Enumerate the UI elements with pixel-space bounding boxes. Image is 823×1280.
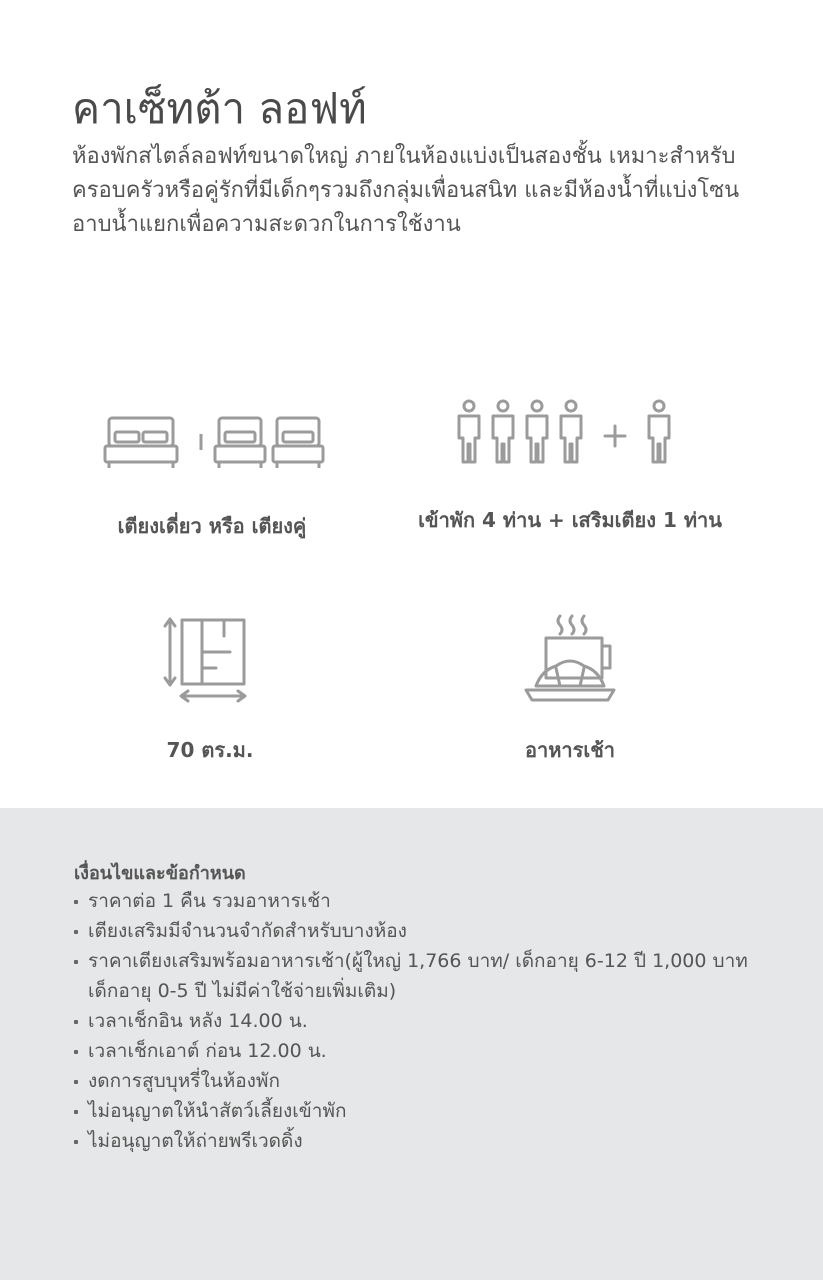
- guests-icon: [455, 398, 685, 468]
- conditions-list: [74, 886, 774, 1156]
- condition-item: เตียงเสริมมีจำนวนจำกัดสำหรับบางห้อง: [74, 916, 774, 946]
- feature-bed: [92, 412, 332, 542]
- feature-breakfast: [470, 612, 670, 766]
- condition-item: ราคาเตียงเสริมพร้อมอาหารเช้า(ผู้ใหญ่ 1,766 บาท/ เด็กอายุ 6-12 ปี 1,000 บาท เด็กอายุ 0-5 ปี ไม่มีค่าใช้จ่ายเพิ่มเติม): [74, 946, 774, 1006]
- breakfast-icon: [520, 612, 620, 712]
- conditions-section: [0, 808, 823, 1280]
- condition-item: ไม่อนุญาตให้ถ่ายพรีเวดดิ้ง: [74, 1126, 774, 1156]
- feature-guests: [400, 398, 740, 536]
- feature-breakfast-label: อาหารเช้า: [524, 738, 616, 762]
- feature-guests-label: เข้าพัก 4 ท่าน + เสริมเตียง 1 ท่าน: [418, 508, 722, 532]
- room-title: คาเซ็ทต้า ลอฟท์: [72, 84, 367, 133]
- feature-bed-label: เตียงเดี่ยว หรือ เตียงคู่: [117, 514, 307, 538]
- room-description: ห้องพักสไตล์ลอฟท์ขนาดใหญ่ ภายในห้องแบ่งเป็นสองชั้น เหมาะสำหรับครอบครัวหรือคู่รักที่มีเด็กๆรวมถึงกลุ่มเพื่อนสนิท และมีห้องน้ำที่แบ่งโซนอาบน้ำแยกเพื่อความสะดวกในการใช้งาน: [72, 144, 740, 237]
- condition-item: งดการสูบบุหรี่ในห้องพัก: [74, 1066, 774, 1096]
- condition-item: ราคาต่อ 1 คืน รวมอาหารเช้า: [74, 886, 774, 916]
- feature-room-size: [120, 614, 300, 766]
- condition-item: เวลาเช็กเอาต์ ก่อน 12.00 น.: [74, 1036, 774, 1066]
- condition-item: เวลาเช็กอิน หลัง 14.00 น.: [74, 1006, 774, 1036]
- conditions-title: เงื่อนไขและข้อกำหนด: [74, 863, 246, 884]
- feature-room-size-label: 70 ตร.ม.: [166, 738, 254, 762]
- room-size-icon: [160, 614, 260, 704]
- condition-item: ไม่อนุญาตให้นำสัตว์เลี้ยงเข้าพัก: [74, 1096, 774, 1126]
- bed-icon: [97, 412, 327, 472]
